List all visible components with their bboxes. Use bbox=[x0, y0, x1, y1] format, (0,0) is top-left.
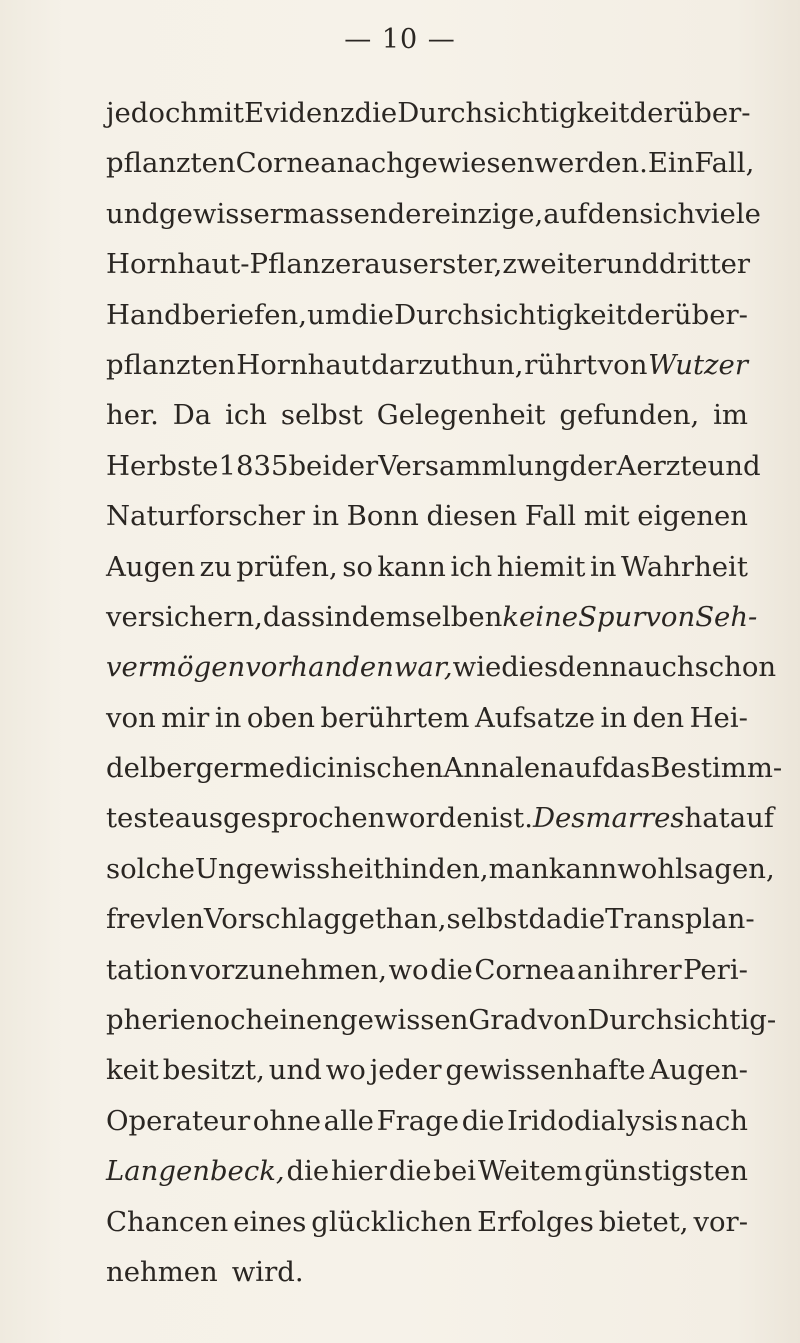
italic-word: Seh- bbox=[695, 600, 758, 633]
word: in bbox=[214, 701, 242, 734]
word: berührtem bbox=[320, 701, 470, 734]
word: Wahrheit bbox=[620, 550, 748, 583]
word: glücklichen bbox=[311, 1205, 473, 1238]
word: sich bbox=[639, 197, 696, 230]
word: selbst bbox=[280, 399, 363, 432]
page-number: — 10 — bbox=[344, 24, 456, 55]
word: mit bbox=[198, 97, 245, 129]
word: hier bbox=[331, 1155, 387, 1188]
word: dass bbox=[262, 600, 326, 633]
word: die bbox=[562, 903, 606, 936]
word: Durchsichtigkeit bbox=[394, 298, 627, 331]
text-line bbox=[106, 1045, 748, 1095]
text-line bbox=[106, 1096, 748, 1146]
word: und bbox=[106, 197, 160, 230]
text-line bbox=[106, 1197, 748, 1247]
word: Erfolges bbox=[477, 1205, 594, 1238]
italic-word: vermögen bbox=[106, 651, 246, 684]
word: und bbox=[268, 1054, 322, 1087]
word: Durchsichtigkeit bbox=[397, 97, 630, 129]
text-line bbox=[106, 491, 748, 541]
word: Evidenz bbox=[244, 97, 355, 129]
word: demselben bbox=[351, 600, 503, 633]
text-line bbox=[106, 844, 775, 894]
word: selbst bbox=[446, 903, 529, 936]
word: hin bbox=[384, 852, 429, 885]
word: Vorschlag bbox=[203, 903, 341, 936]
word: Augen bbox=[106, 550, 196, 583]
word: wohl bbox=[617, 852, 684, 885]
word: den bbox=[632, 701, 685, 734]
text-line bbox=[106, 189, 761, 239]
text-line bbox=[106, 1247, 748, 1297]
text-line bbox=[106, 542, 748, 592]
word: auch bbox=[627, 651, 695, 684]
word: worden bbox=[385, 802, 491, 835]
word: den bbox=[587, 197, 640, 230]
word: ich bbox=[450, 550, 493, 583]
text-line bbox=[106, 88, 751, 138]
word: da bbox=[528, 903, 563, 936]
word: und bbox=[605, 248, 659, 281]
word: Versammlung bbox=[378, 449, 570, 482]
word: auf bbox=[543, 197, 588, 230]
word: Hornhaut-Pflanzer bbox=[106, 248, 365, 281]
word: Bonn bbox=[346, 500, 419, 533]
word: das bbox=[602, 752, 651, 785]
word: Peri- bbox=[683, 953, 748, 986]
word: Aufsatze bbox=[474, 701, 596, 734]
word: die bbox=[286, 1155, 330, 1188]
word: pflanzten bbox=[106, 348, 236, 381]
word: keit bbox=[106, 1054, 159, 1087]
word: Operateur bbox=[106, 1104, 251, 1137]
word: viele bbox=[695, 197, 761, 230]
word: in bbox=[312, 500, 340, 533]
word: in bbox=[600, 701, 628, 734]
word: man bbox=[488, 852, 549, 885]
word: Bestimm- bbox=[650, 752, 783, 785]
word: pflanzten bbox=[106, 147, 236, 180]
word: Transplan- bbox=[605, 903, 755, 936]
word: nachgewiesen bbox=[336, 147, 535, 180]
word: rührt bbox=[524, 348, 597, 381]
word: auf bbox=[557, 752, 603, 785]
word: ich bbox=[225, 399, 268, 432]
italic-word: Spur bbox=[578, 600, 646, 633]
word: wie bbox=[452, 651, 502, 684]
word: einzige, bbox=[434, 197, 544, 230]
body-text bbox=[106, 88, 783, 1297]
word: mit bbox=[583, 500, 630, 533]
word: mir bbox=[161, 701, 210, 734]
word: denn bbox=[558, 651, 628, 684]
word: jedoch bbox=[106, 97, 199, 129]
word: ohne bbox=[252, 1104, 322, 1137]
italic-word: Wutzer bbox=[648, 348, 748, 381]
word: Herbste bbox=[106, 449, 219, 482]
word: den, bbox=[428, 852, 489, 885]
word: gethan, bbox=[340, 903, 447, 936]
word: von bbox=[537, 1004, 588, 1037]
word: Da bbox=[172, 399, 212, 432]
word: in bbox=[325, 600, 352, 633]
italic-word: vorhanden bbox=[245, 651, 394, 684]
word: bei bbox=[288, 449, 332, 482]
word: der bbox=[629, 97, 677, 129]
word: frevlen bbox=[106, 903, 204, 936]
italic-word: von bbox=[645, 600, 696, 633]
word: sagen, bbox=[683, 852, 775, 885]
text-line bbox=[106, 390, 748, 440]
text-line bbox=[106, 340, 748, 390]
word: Ein bbox=[647, 147, 695, 180]
word: delberger bbox=[106, 752, 243, 785]
word: wo bbox=[388, 953, 429, 986]
word: tation bbox=[106, 953, 188, 986]
word: oben bbox=[246, 701, 315, 734]
word: solche bbox=[106, 852, 195, 885]
word: Frage bbox=[376, 1104, 460, 1137]
word: in bbox=[589, 550, 617, 583]
word: Annalen bbox=[443, 752, 558, 785]
italic-word: Desmarres bbox=[532, 802, 685, 835]
word: Hand bbox=[106, 298, 182, 331]
word: Augen- bbox=[649, 1054, 748, 1087]
word: nehmen bbox=[106, 1255, 218, 1288]
word: einen bbox=[263, 1004, 340, 1037]
word: die bbox=[388, 1155, 432, 1188]
word: aus bbox=[364, 248, 413, 281]
word: die bbox=[351, 298, 394, 331]
word: die bbox=[461, 1104, 505, 1137]
word: die bbox=[354, 97, 398, 129]
word: hiemit bbox=[496, 550, 586, 583]
text-line bbox=[106, 995, 777, 1045]
word: gewissen bbox=[339, 1004, 469, 1037]
word: so bbox=[342, 550, 373, 583]
word: gewissermassen bbox=[159, 197, 388, 230]
word: Aerzte bbox=[616, 449, 708, 482]
text-line bbox=[106, 894, 755, 944]
word: von bbox=[597, 348, 648, 381]
word: 1835 bbox=[218, 449, 289, 482]
word: zweiter bbox=[502, 248, 606, 281]
word: werden. bbox=[534, 147, 648, 180]
word: nach bbox=[680, 1104, 748, 1137]
word: eigenen bbox=[637, 500, 748, 533]
italic-word: keine bbox=[502, 600, 579, 633]
word: an bbox=[576, 953, 612, 986]
word: Durchsichtig- bbox=[587, 1004, 777, 1037]
text-line bbox=[106, 693, 748, 743]
text-line bbox=[106, 945, 748, 995]
word: beriefen, bbox=[181, 298, 307, 331]
word: günstigsten bbox=[584, 1155, 748, 1188]
word: Chancen bbox=[106, 1205, 229, 1238]
word: schon bbox=[694, 651, 777, 684]
word: ausgesprochen bbox=[174, 802, 386, 835]
text-line bbox=[106, 138, 755, 188]
text-line bbox=[106, 592, 758, 642]
word: ist. bbox=[490, 802, 533, 835]
word: der bbox=[626, 298, 674, 331]
word: Hornhaut bbox=[236, 348, 371, 381]
text-line bbox=[106, 441, 761, 491]
text-line bbox=[106, 642, 777, 692]
word: Gelegenheit bbox=[376, 399, 546, 432]
word: Iridodialysis bbox=[507, 1104, 679, 1137]
word: zu bbox=[199, 550, 232, 583]
text-line bbox=[106, 743, 783, 793]
word: dies bbox=[501, 651, 559, 684]
word: von bbox=[106, 701, 156, 734]
word: prüfen, bbox=[236, 550, 338, 583]
word: auf bbox=[729, 802, 774, 835]
word: der bbox=[331, 449, 379, 482]
word: über- bbox=[673, 298, 748, 331]
word: kann bbox=[548, 852, 618, 885]
text-line bbox=[106, 1146, 748, 1196]
word: über- bbox=[676, 97, 751, 129]
word: wird. bbox=[231, 1255, 304, 1288]
word: die bbox=[430, 953, 473, 986]
word: bei bbox=[433, 1155, 477, 1188]
word: ihrer bbox=[612, 953, 682, 986]
word: pherie bbox=[106, 1004, 196, 1037]
text-line bbox=[106, 290, 748, 340]
word: Hei- bbox=[689, 701, 748, 734]
word: dritter bbox=[659, 248, 751, 281]
word: versichern, bbox=[106, 600, 263, 633]
word: der bbox=[569, 449, 617, 482]
word: alle bbox=[323, 1104, 374, 1137]
word: gewissenhafte bbox=[445, 1054, 646, 1087]
text-line bbox=[106, 793, 774, 843]
italic-word: war, bbox=[393, 651, 453, 684]
word: Cornea bbox=[235, 147, 337, 180]
word: kann bbox=[377, 550, 446, 583]
italic-word: Langenbeck, bbox=[106, 1155, 285, 1188]
word: Grad bbox=[468, 1004, 538, 1037]
word: im bbox=[713, 399, 748, 432]
word: vorzunehmen, bbox=[189, 953, 388, 986]
word: vor- bbox=[693, 1205, 748, 1238]
word: bietet, bbox=[598, 1205, 689, 1238]
word: Fall, bbox=[694, 147, 755, 180]
word: jeder bbox=[369, 1054, 442, 1087]
word: gefunden, bbox=[559, 399, 700, 432]
word: medicinischen bbox=[242, 752, 444, 785]
word: darzuthun, bbox=[371, 348, 524, 381]
word: diesen bbox=[426, 500, 518, 533]
word: besitzt, bbox=[162, 1054, 265, 1087]
word: noch bbox=[195, 1004, 264, 1037]
word: Fall bbox=[524, 500, 577, 533]
word: Ungewissheit bbox=[194, 852, 385, 885]
word: erster, bbox=[412, 248, 503, 281]
word: Weitem bbox=[477, 1155, 583, 1188]
word: Naturforscher bbox=[106, 500, 305, 533]
word: wo bbox=[325, 1054, 366, 1087]
word: teste bbox=[106, 802, 175, 835]
word: um bbox=[307, 298, 351, 331]
word: her. bbox=[106, 399, 159, 432]
word: hat bbox=[684, 802, 730, 835]
word: und bbox=[707, 449, 761, 482]
word: der bbox=[387, 197, 435, 230]
word: Cornea bbox=[474, 953, 576, 986]
text-line bbox=[106, 239, 751, 289]
word: eines bbox=[233, 1205, 307, 1238]
